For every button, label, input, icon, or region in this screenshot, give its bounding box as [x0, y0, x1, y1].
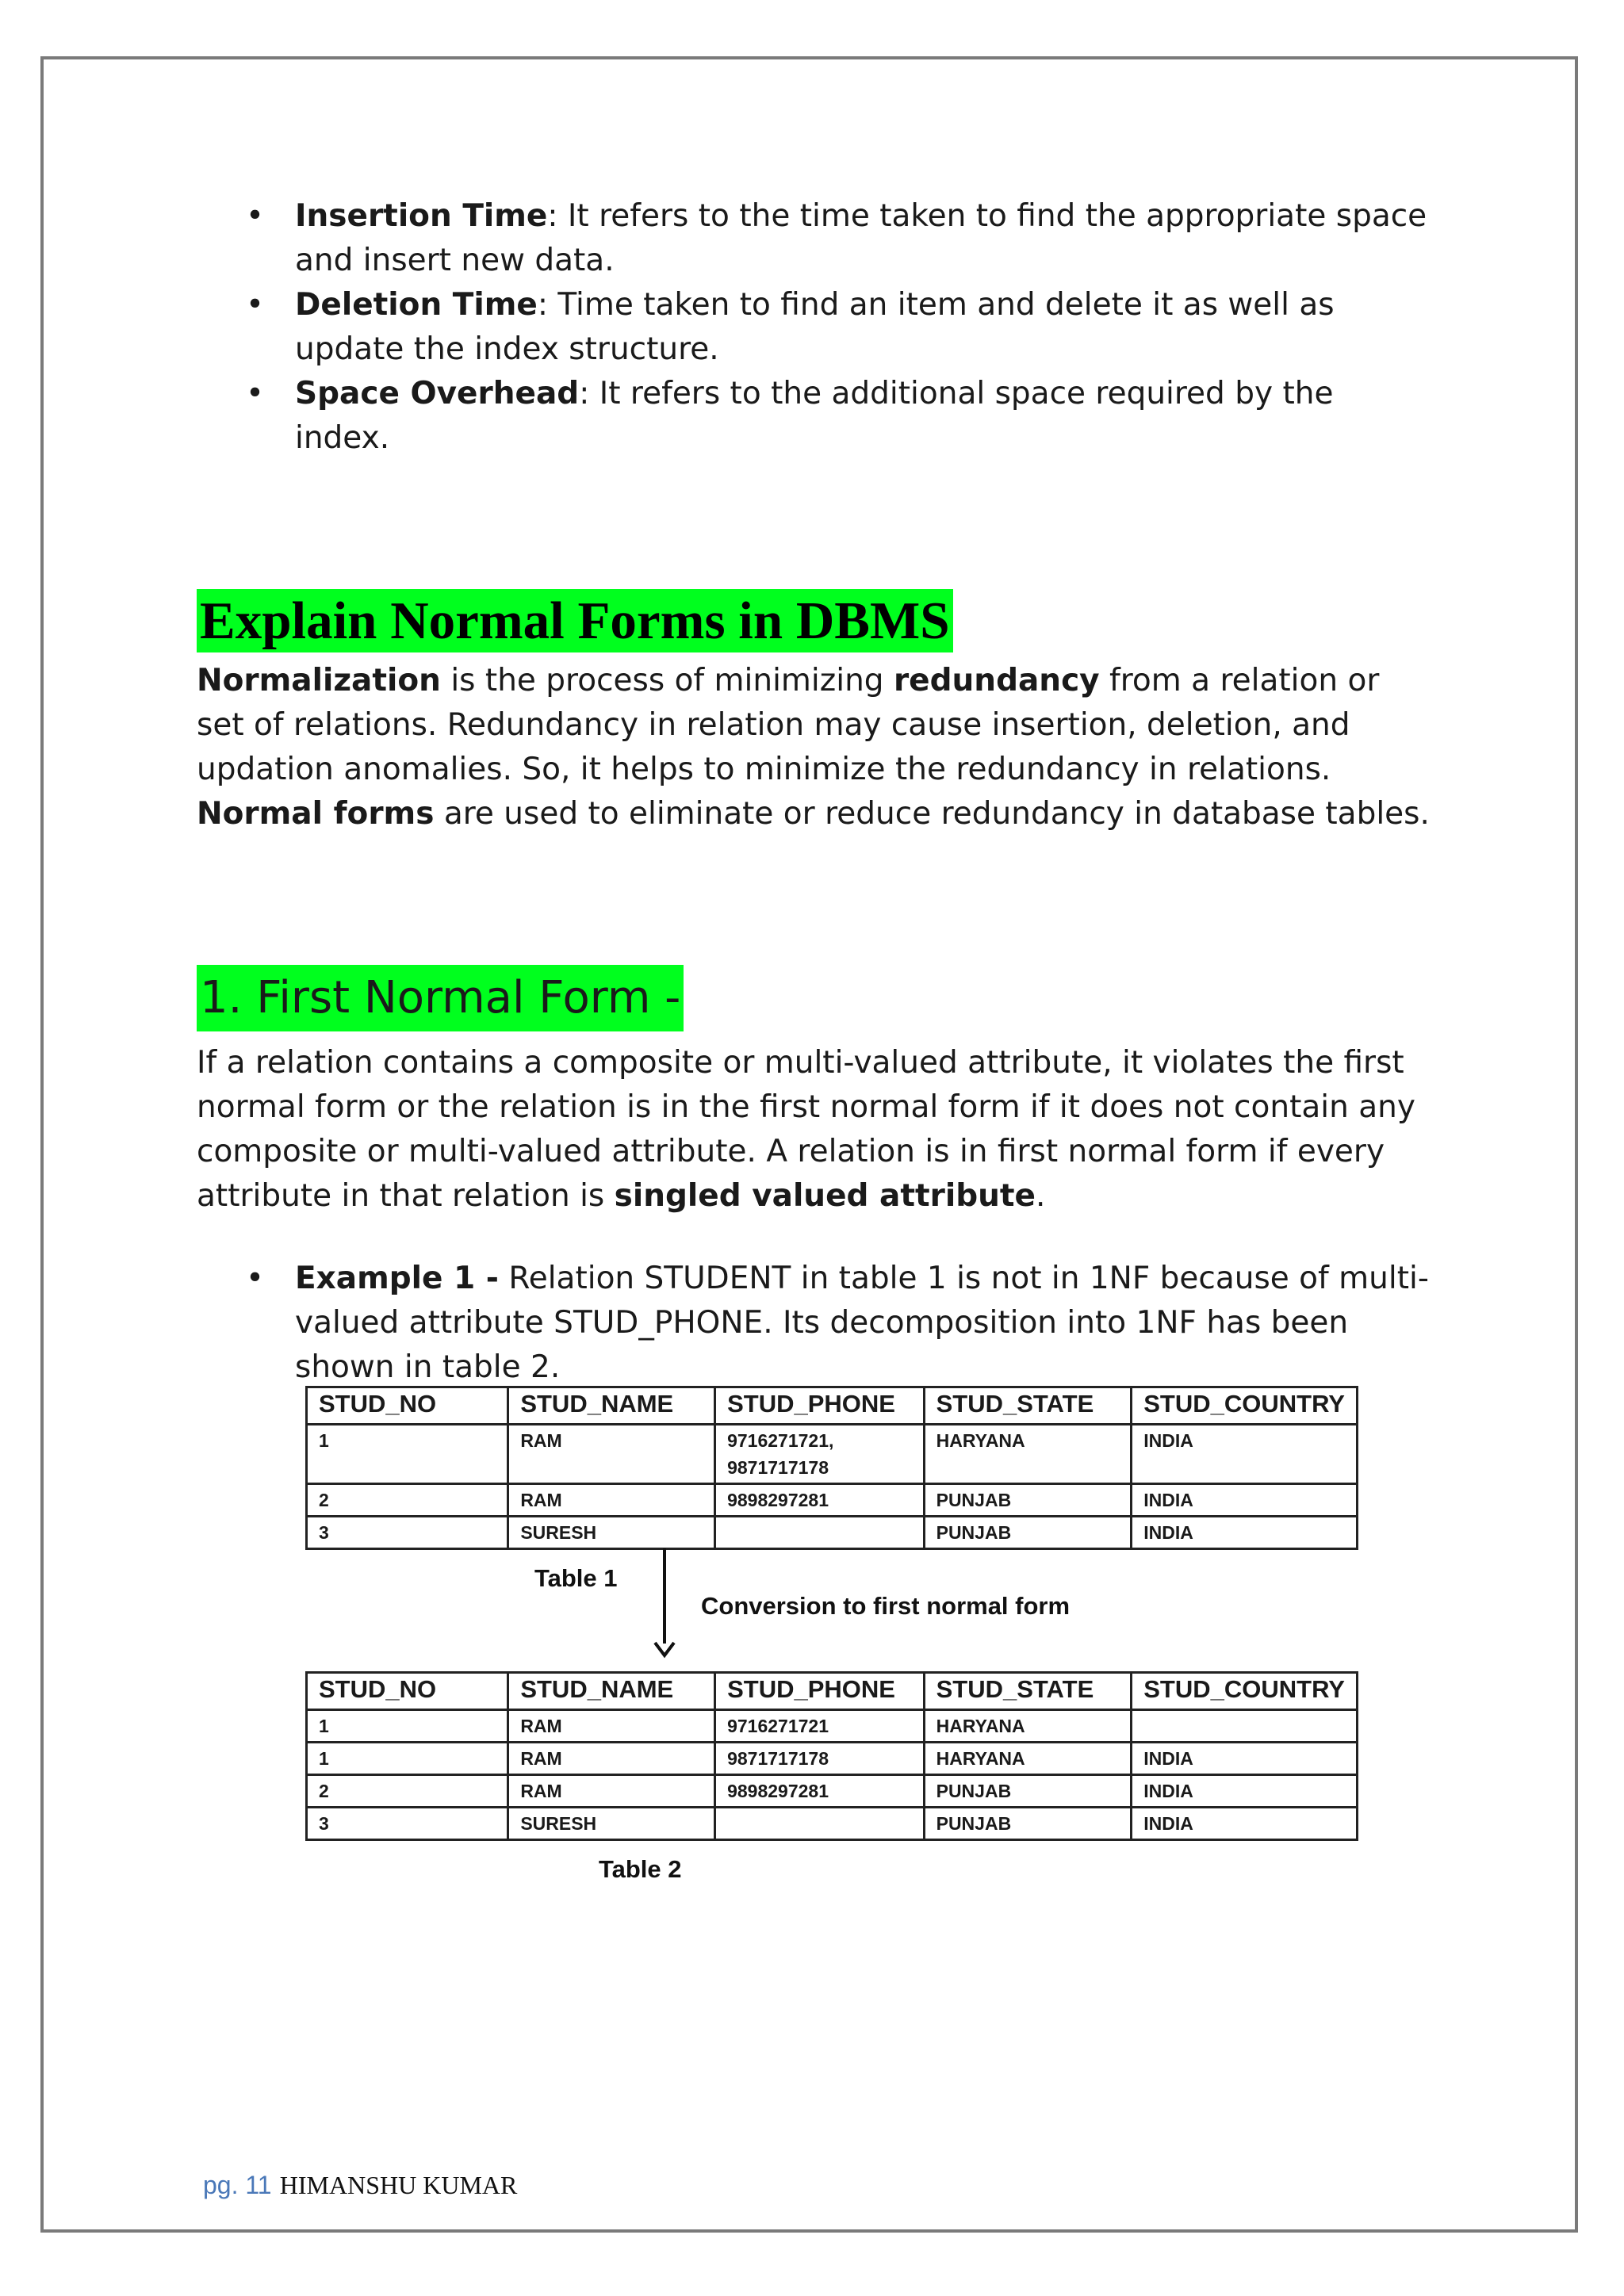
column-header: STUD_PHONE — [715, 1673, 925, 1710]
table-cell: SURESH — [508, 1517, 715, 1549]
table-cell: PUNJAB — [924, 1775, 1132, 1808]
table-cell: RAM — [508, 1743, 715, 1775]
table-cell — [715, 1517, 925, 1549]
table-cell: 3 — [307, 1517, 508, 1549]
column-header: STUD_NO — [307, 1673, 508, 1710]
example-term: Example 1 - — [295, 1261, 499, 1296]
arrow-down-icon — [653, 1635, 676, 1659]
bullet-term: Deletion Time — [295, 287, 538, 323]
conversion-arrow-shaft — [663, 1548, 666, 1644]
bold-term: Normalization — [197, 663, 441, 698]
table-cell: 2 — [307, 1484, 508, 1517]
list-item — [197, 283, 1434, 372]
bullet-text: : Time taken to find an item and delete it as well as update the index structure. — [295, 287, 1335, 367]
table-row — [307, 1484, 1358, 1517]
table-cell: INDIA — [1132, 1808, 1358, 1840]
bullet-term: Insertion Time — [295, 198, 548, 234]
table-cell — [1132, 1710, 1358, 1743]
table-2 — [305, 1671, 1358, 1841]
column-header: STUD_NAME — [508, 1673, 715, 1710]
table-cell: RAM — [508, 1775, 715, 1808]
table-cell: PUNJAB — [924, 1517, 1132, 1549]
text-run: . — [1036, 1178, 1046, 1214]
table-row — [307, 1517, 1358, 1549]
page-content — [197, 194, 1434, 1390]
table-header-row — [307, 1387, 1358, 1425]
column-header: STUD_COUNTRY — [1132, 1673, 1358, 1710]
bold-term: redundancy — [893, 663, 1100, 698]
example-list — [197, 1257, 1434, 1390]
table-1-label: Table 1 — [534, 1564, 618, 1592]
table-row — [307, 1775, 1358, 1808]
table-2-label: Table 2 — [599, 1855, 682, 1883]
table-cell: INDIA — [1132, 1775, 1358, 1808]
table-row — [307, 1425, 1358, 1484]
normalization-paragraph — [197, 659, 1434, 836]
list-item — [197, 1257, 1434, 1390]
table-cell: 9871717178 — [715, 1743, 925, 1775]
table-cell: RAM — [508, 1484, 715, 1517]
table-cell: 9898297281 — [715, 1775, 925, 1808]
table-cell: 2 — [307, 1775, 508, 1808]
page-footer — [203, 2170, 517, 2200]
table-row — [307, 1710, 1358, 1743]
table-cell: SURESH — [508, 1808, 715, 1840]
column-header: STUD_NAME — [508, 1387, 715, 1425]
conversion-label: Conversion to first normal form — [701, 1592, 1071, 1620]
first-normal-form-paragraph — [197, 1041, 1434, 1219]
table-cell: HARYANA — [924, 1710, 1132, 1743]
table-cell: 3 — [307, 1808, 508, 1840]
table-cell: INDIA — [1132, 1743, 1358, 1775]
list-item — [197, 372, 1434, 461]
text-run: If a relation contains a composite or multi-valued attribute, it violates the first normal form or the relation is in the first normal form if it does not contain any composite or multi-valued attribute. A relation is in first normal form if every attribute in that relation is — [197, 1045, 1415, 1214]
table-row — [307, 1743, 1358, 1775]
bold-term: singled valued attribute — [614, 1178, 1036, 1214]
table-cell: 9716271721, 9871717178 — [715, 1425, 925, 1484]
table-header-row — [307, 1673, 1358, 1710]
table-cell: RAM — [508, 1710, 715, 1743]
column-header: STUD_NO — [307, 1387, 508, 1425]
table-cell — [715, 1808, 925, 1840]
column-header: STUD_COUNTRY — [1132, 1387, 1358, 1425]
author-name: HIMANSHU KUMAR — [279, 2171, 518, 2199]
text-run: from a relation or set of relations. Redundancy in relation may cause insertion, deletion, and updation anomalies. So, it helps to minimize the redundancy in relations. — [197, 663, 1380, 787]
column-header: STUD_STATE — [924, 1387, 1132, 1425]
bullet-text: : It refers to the additional space required by the index. — [295, 376, 1334, 456]
bold-term: Normal forms — [197, 796, 435, 832]
table-cell: HARYANA — [924, 1425, 1132, 1484]
table-cell: PUNJAB — [924, 1484, 1132, 1517]
table-cell: 1 — [307, 1743, 508, 1775]
section-heading-normal-forms: Explain Normal Forms in DBMS — [197, 589, 953, 652]
table-cell: RAM — [508, 1425, 715, 1484]
table-cell: HARYANA — [924, 1743, 1132, 1775]
table-cell: 9716271721 — [715, 1710, 925, 1743]
column-header: STUD_PHONE — [715, 1387, 925, 1425]
table-cell: 1 — [307, 1710, 508, 1743]
table-cell: PUNJAB — [924, 1808, 1132, 1840]
table-1 — [305, 1386, 1358, 1550]
table-cell: INDIA — [1132, 1484, 1358, 1517]
bullet-term: Space Overhead — [295, 376, 580, 411]
table-cell: INDIA — [1132, 1517, 1358, 1549]
table-cell: INDIA — [1132, 1425, 1358, 1484]
section-heading-first-normal-form: 1. First Normal Form - — [197, 965, 684, 1031]
list-item — [197, 194, 1434, 283]
table-cell: 9898297281 — [715, 1484, 925, 1517]
page-number: pg. 11 — [203, 2171, 272, 2199]
index-metrics-list — [197, 194, 1434, 461]
example-text: Relation STUDENT in table 1 is not in 1NF because of multi-valued attribute STUD_PHONE. Its decomposition into 1NF has been shown in table 2. — [295, 1261, 1429, 1385]
text-run: are used to eliminate or reduce redundancy in database tables. — [434, 796, 1430, 832]
bullet-text: : It refers to the time taken to find the appropriate space and insert new data. — [295, 198, 1427, 278]
table-cell: 1 — [307, 1425, 508, 1484]
text-run: is the process of minimizing — [440, 663, 894, 698]
table-row — [307, 1808, 1358, 1840]
column-header: STUD_STATE — [924, 1673, 1132, 1710]
